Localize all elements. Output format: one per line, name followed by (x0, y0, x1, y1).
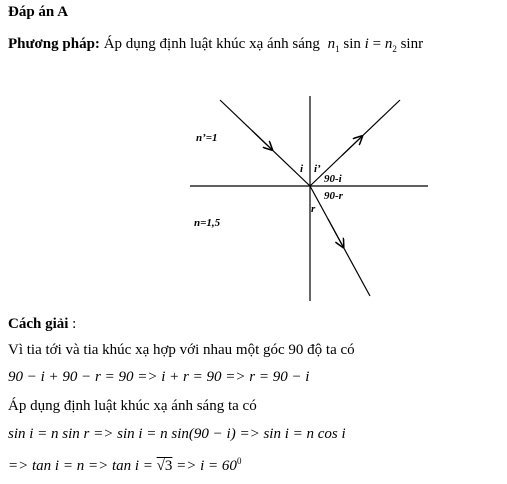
label-90-i: 90-i (324, 173, 342, 185)
equation-1: 90 − i + 90 − r = 90 => i + r = 90 => r = 90 − i (8, 369, 310, 385)
label-i: i (300, 163, 304, 175)
label-r: r (311, 203, 316, 215)
equation-2: sin i = n sin r => sin i = n sin(90 − i) => sin i = n cos i (8, 426, 346, 442)
refraction-diagram (190, 96, 430, 306)
label-90-r: 90-r (324, 190, 343, 202)
label-i-prime: i’ (314, 163, 321, 175)
solution-heading: Cách giải : (8, 316, 77, 332)
solution-line-2: Áp dụng định luật khúc xạ ánh sáng ta có (8, 398, 257, 414)
sqrt-three: √3 (156, 458, 173, 474)
label-n-top: n’=1 (196, 132, 218, 144)
answer-heading: Đáp án A (8, 4, 69, 20)
incident-arrow (252, 131, 270, 148)
degree-sign: 0 (236, 456, 242, 466)
method-label: Phương pháp: (8, 36, 100, 52)
method-formula: $n_1$ $\sin i = n_2$ sinr (327, 36, 424, 54)
reflected-arrow (342, 138, 360, 155)
label-n-bottom: n=1,5 (194, 217, 221, 229)
equation-3: => $\tan i = n => \tan i = √3 => i = 60^0$ (8, 456, 242, 474)
solution-line-1: Vì tia tới và tia khúc xạ hợp với nhau một góc 90 độ ta có (8, 342, 355, 358)
method-text: Áp dụng định luật khúc xạ ánh sáng (103, 36, 320, 52)
method-line (8, 36, 423, 54)
refracted-arrow (328, 219, 342, 245)
